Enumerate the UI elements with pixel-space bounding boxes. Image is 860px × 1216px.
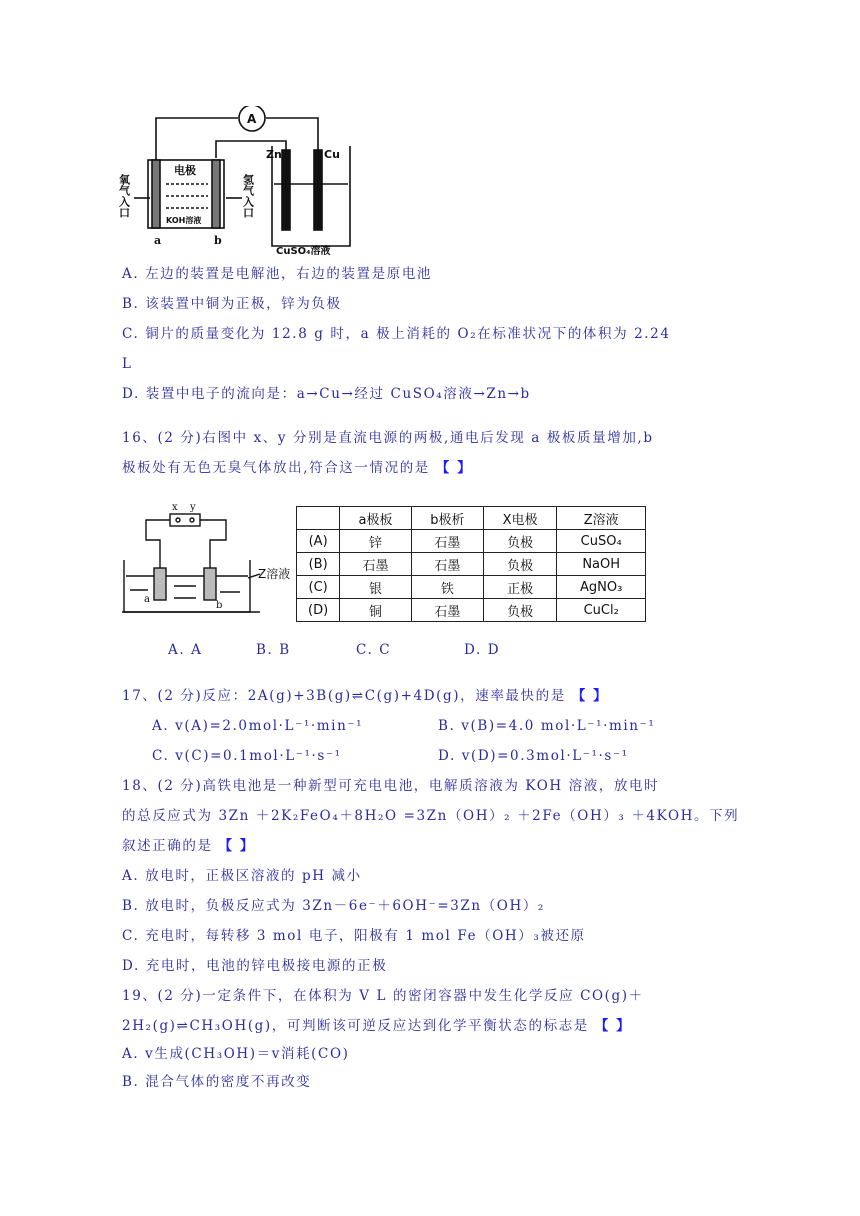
table-cell: (D) <box>297 599 340 622</box>
q18-option-d: D. 充电时，电池的锌电极接电源的正极 <box>122 958 388 974</box>
q17-option-a: A. v(A)=2.0mol·L⁻¹·min⁻¹ <box>152 718 364 734</box>
a-plate-label: a <box>144 594 150 605</box>
table-cell: CuSO₄ <box>557 530 646 553</box>
table-header-cell: a极板 <box>340 507 412 530</box>
q16-option-d: D. D <box>464 642 501 658</box>
hydrogen-inlet-label: 氢气入口 <box>241 174 255 218</box>
table-header-cell <box>297 507 340 530</box>
fuel-cell-figure <box>118 106 358 256</box>
table-cell: (B) <box>297 553 340 576</box>
table-cell: NaOH <box>557 553 646 576</box>
table-cell: 石墨 <box>411 553 483 576</box>
q16-option-a: A. A <box>168 642 203 658</box>
zn-label: Zn <box>266 148 282 161</box>
table-cell: 铜 <box>340 599 412 622</box>
answer-bracket: 【 】 <box>218 838 256 854</box>
cuso4-label: CuSO₄溶液 <box>276 246 331 256</box>
table-cell: 锌 <box>340 530 412 553</box>
q19-option-b: B. 混合气体的密度不再改变 <box>122 1074 312 1090</box>
q16-stem-1: 16、(2 分)右图中 x、y 分别是直流电源的两极,通电后发现 a 极板质量增加,b <box>122 430 654 446</box>
table-cell: CuCl₂ <box>557 599 646 622</box>
table-row <box>297 599 646 622</box>
table-header-row <box>297 507 646 530</box>
q15-option-a: A. 左边的装置是电解池，右边的装置是原电池 <box>122 266 433 282</box>
table-cell: 负极 <box>483 553 556 576</box>
table-row <box>297 553 646 576</box>
ammeter-label: A <box>247 112 257 126</box>
table-cell: 银 <box>340 576 412 599</box>
electrolysis-figure <box>120 500 300 620</box>
x-label: x <box>172 502 178 513</box>
table-cell: AgNO₃ <box>557 576 646 599</box>
b-plate-label: b <box>216 600 223 611</box>
q16-table <box>296 506 646 622</box>
q15-option-d: D. 装置中电子的流向是：a→Cu→经过 CuSO₄溶液→Zn→b <box>122 386 531 402</box>
table-cell: 负极 <box>483 530 556 553</box>
table-cell: 正极 <box>483 576 556 599</box>
q19-option-a: A. v生成(CH₃OH)＝v消耗(CO) <box>122 1046 350 1062</box>
q18-stem-1: 18、(2 分)高铁电池是一种新型可充电电池，电解质溶液为 KOH 溶液，放电时 <box>122 778 660 794</box>
table-cell: (C) <box>297 576 340 599</box>
q17-stem: 17、(2 分)反应：2A(g)+3B(g)⇌C(g)+4D(g)，速率最快的是 【 】 <box>122 688 609 704</box>
q17-option-b: B. v(B)=4.0 mol·L⁻¹·min⁻¹ <box>438 718 656 734</box>
q17-option-c: C. v(C)=0.1mol·L⁻¹·s⁻¹ <box>152 748 342 764</box>
table-cell: 负极 <box>483 599 556 622</box>
electrode-label: 电极 <box>174 164 196 177</box>
q15-option-c: C. 铜片的质量变化为 12.8 g 时，a 极上消耗的 O₂在标准状况下的体积为 2.24 <box>122 326 671 342</box>
q19-stem-1: 19、(2 分)一定条件下，在体积为 V L 的密闭容器中发生化学反应 CO(g)＋ <box>122 988 644 1004</box>
table-row <box>297 530 646 553</box>
oxygen-inlet-label: 氧气入口 <box>118 174 131 218</box>
a-label: a <box>154 234 162 247</box>
y-label: y <box>190 502 196 513</box>
q18-stem-2: 的总反应式为 3Zn ＋2K₂FeO₄＋8H₂O =3Zn（OH）₂ ＋2Fe（OH）₃ ＋4KOH。下列 <box>122 808 740 824</box>
q18-option-c: C. 充电时，每转移 3 mol 电子，阳极有 1 mol Fe（OH）₃被还原 <box>122 928 586 944</box>
table-header-cell: X电极 <box>483 507 556 530</box>
q16-option-c: C. C <box>356 642 392 658</box>
answer-bracket: 【 】 <box>571 688 609 704</box>
q18-option-a: A. 放电时，正极区溶液的 pH 减小 <box>122 868 362 884</box>
q15-option-c-cont: L <box>122 356 133 372</box>
table-cell: 石墨 <box>411 599 483 622</box>
answer-bracket: 【 】 <box>435 460 473 476</box>
q19-stem-2: 2H₂(g)⇌CH₃OH(g)，可判断该可逆反应达到化学平衡状态的标志是 【 】 <box>122 1018 632 1034</box>
table-cell: 铁 <box>411 576 483 599</box>
q15-option-b: B. 该装置中铜为正极，锌为负极 <box>122 296 342 312</box>
koh-label: KOH溶液 <box>166 216 202 225</box>
q16-option-b: B. B <box>256 642 291 658</box>
z-solution-label: Z溶液 <box>258 567 291 581</box>
q17-option-d: D. v(D)=0.3mol·L⁻¹·s⁻¹ <box>438 748 629 764</box>
q16-stem-2: 极板处有无色无臭气体放出,符合这一情况的是 【 】 <box>122 460 473 476</box>
table-cell: (A) <box>297 530 340 553</box>
table-cell: 石墨 <box>411 530 483 553</box>
cu-label: Cu <box>324 148 340 161</box>
table-header-cell: Z溶液 <box>557 507 646 530</box>
answer-bracket: 【 】 <box>594 1018 632 1034</box>
table-row <box>297 576 646 599</box>
table-header-cell: b极析 <box>411 507 483 530</box>
table-cell: 石墨 <box>340 553 412 576</box>
q18-option-b: B. 放电时，负极反应式为 3Zn－6e⁻＋6OH⁻=3Zn（OH）₂ <box>122 898 545 914</box>
q18-stem-3: 叙述正确的是 【 】 <box>122 838 256 854</box>
b-label: b <box>214 234 222 247</box>
